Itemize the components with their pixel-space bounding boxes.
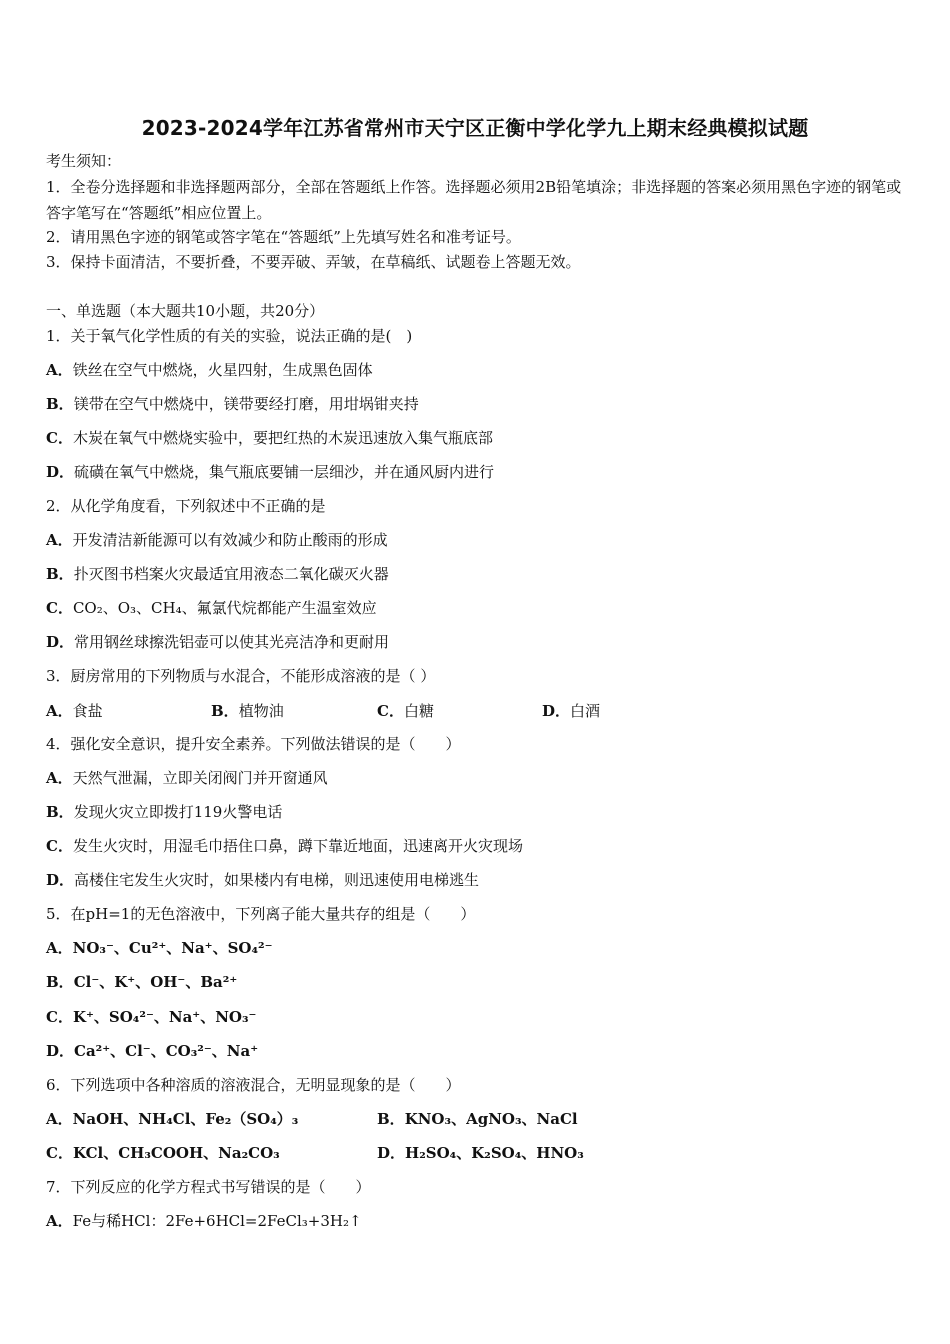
question-3-stem: 3．厨房常用的下列物质与水混合，不能形成溶液的是（ ）: [46, 667, 436, 685]
question-5-option-c: C．K⁺、SO₄²⁻、Na⁺、NO₃⁻: [46, 1008, 257, 1026]
question-2-option-c: C．CO₂、O₃、CH₄、氟氯代烷都能产生温室效应: [46, 599, 377, 617]
question-3-option-a: A．食盐: [46, 702, 103, 720]
question-4-option-b: B．发现火灾立即拨打119火警电话: [46, 803, 283, 821]
question-5-option-b: B．Cl⁻、K⁺、OH⁻、Ba²⁺: [46, 973, 238, 991]
question-6-option-a: A．NaOH、NH₄Cl、Fe₂（SO₄）₃: [46, 1110, 299, 1128]
question-1-stem: 1．关于氧气化学性质的有关的实验，说法正确的是( ): [46, 327, 413, 345]
question-1-option-d: D．硫磺在氧气中燃烧，集气瓶底要铺一层细沙，并在通风厨内进行: [46, 463, 495, 481]
question-2-option-a: A．开发清洁新能源可以有效减少和防止酸雨的形成: [46, 531, 388, 549]
notice-heading: 考生须知：: [46, 152, 122, 170]
question-7-stem: 7．下列反应的化学方程式书写错误的是（ ）: [46, 1178, 371, 1196]
page-title: 2023-2024学年江苏省常州市天宁区正衡中学化学九上期末经典模拟试题: [141, 116, 809, 140]
question-4-option-c: C．发生火灾时，用湿毛巾捂住口鼻，蹲下靠近地面，迅速离开火灾现场: [46, 837, 523, 855]
question-1-option-c: C．木炭在氧气中燃烧实验中，要把红热的木炭迅速放入集气瓶底部: [46, 429, 493, 447]
question-2-option-b: B．扑灭图书档案火灾最适宜用液态二氧化碳灭火器: [46, 565, 389, 583]
question-4-option-d: D．高楼住宅发生火灾时，如果楼内有电梯，则迅速使用电梯逃生: [46, 871, 480, 889]
question-1-option-b: B．镁带在空气中燃烧中，镁带要经打磨，用坩埚钳夹持: [46, 395, 419, 413]
notice-item-3: 3．保持卡面清洁，不要折叠，不要弄破、弄皱，在草稿纸、试题卷上答题无效。: [46, 253, 581, 271]
question-7-option-a: A．Fe与稀HCl：2Fe+6HCl=2FeCl₃+3H₂↑: [46, 1212, 362, 1230]
question-6-option-c: C．KCl、CH₃COOH、Na₂CO₃: [46, 1144, 280, 1162]
question-6-option-d: D．H₂SO₄、K₂SO₄、HNO₃: [377, 1144, 584, 1162]
question-5-option-d: D．Ca²⁺、Cl⁻、CO₃²⁻、Na⁺: [46, 1042, 259, 1060]
question-1-option-a: A．铁丝在空气中燃烧，火星四射，生成黑色固体: [46, 361, 373, 379]
question-2-stem: 2．从化学角度看，下列叙述中不正确的是: [46, 497, 326, 515]
question-3-option-c: C．白糖: [377, 702, 434, 720]
question-3-option-d: D．白酒: [542, 702, 601, 720]
question-4-option-a: A．天然气泄漏，立即关闭阀门并开窗通风: [46, 769, 328, 787]
notice-item-1: 1．全卷分选择题和非选择题两部分，全部在答题纸上作答。选择题必须用2B铅笔填涂；非选择题的答案必须用黑色字迹的钢笔或答字笔写在“答题纸”相应位置上。: [46, 178, 902, 222]
notice-item-2: 2．请用黑色字迹的钢笔或答字笔在“答题纸”上先填写姓名和准考证号。: [46, 228, 521, 246]
section-heading: 一、单选题（本大题共10小题，共20分）: [46, 302, 325, 320]
question-5-option-a: A．NO₃⁻、Cu²⁺、Na⁺、SO₄²⁻: [46, 939, 273, 957]
question-2-option-d: D．常用钢丝球擦洗铝壶可以使其光亮洁净和更耐用: [46, 633, 390, 651]
question-6-stem: 6．下列选项中各种溶质的溶液混合，无明显现象的是（ ）: [46, 1076, 461, 1094]
question-6-option-b: B．KNO₃、AgNO₃、NaCl: [377, 1110, 578, 1128]
question-5-stem: 5．在pH=1的无色溶液中，下列离子能大量共存的组是（ ）: [46, 905, 476, 923]
question-4-stem: 4．强化安全意识，提升安全素养。下列做法错误的是（ ）: [46, 735, 461, 753]
question-3-option-b: B．植物油: [211, 702, 284, 720]
